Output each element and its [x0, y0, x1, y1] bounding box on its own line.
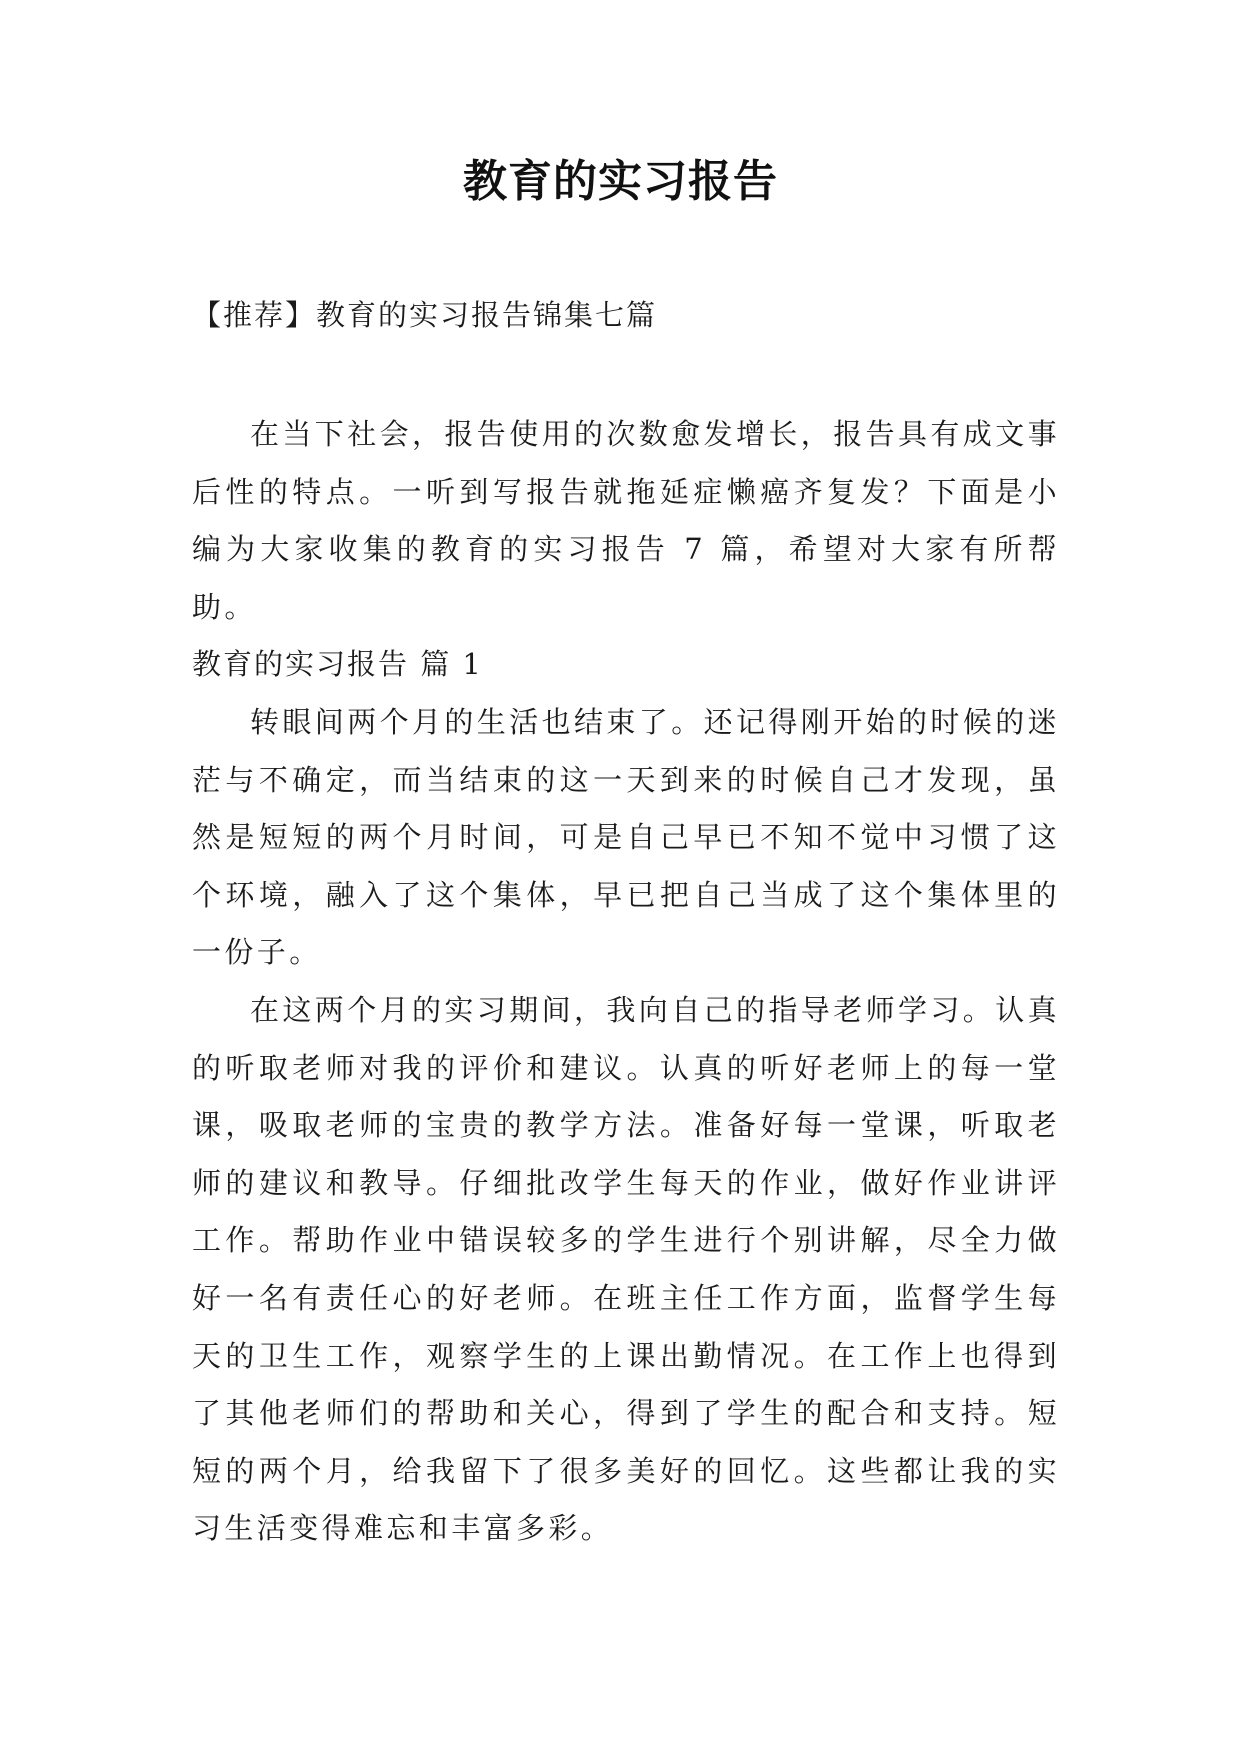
document-subtitle: 【推荐】教育的实习报告锦集七篇 — [192, 298, 658, 332]
body-paragraph: 转眼间两个月的生活也结束了。还记得刚开始的时候的迷茫与不确定，而当结束的这一天到来的时候自己才发现，虽然是短短的两个月时间，可是自己早已不知不觉中习惯了这个环境，融入了这个集体，早已把自己当成了这个集体里的一份子。 — [192, 704, 1061, 970]
document-body — [192, 406, 1060, 1558]
body-paragraph: 在这两个月的实习期间，我向自己的指导老师学习。认真的听取老师对我的评价和建议。认真的听好老师上的每一堂课，吸取老师的宝贵的教学方法。准备好每一堂课，听取老师的建议和教导。仔细批改学生每天的作业，做好作业讲评工作。帮助作业中错误较多的学生进行个别讲解，尽全力做好一名有责任心的好老师。在班主任工作方面，监督学生每天的卫生工作，观察学生的上课出勤情况。在工作上也得到了其他老师们的帮助和关心，得到了学生的配合和支持。短短的两个月，给我留下了很多美好的回忆。这些都让我的实习生活变得难忘和丰富多彩。 — [192, 992, 1061, 1546]
intro-paragraph: 在当下社会，报告使用的次数愈发增长，报告具有成文事后性的特点。一听到写报告就拖延症懒癌齐复发？下面是小编为大家收集的教育的实习报告 7 篇，希望对大家有所帮助。 — [192, 417, 1061, 624]
document-title: 教育的实习报告 — [463, 156, 778, 207]
section-heading: 教育的实习报告 篇 1 — [192, 647, 483, 682]
